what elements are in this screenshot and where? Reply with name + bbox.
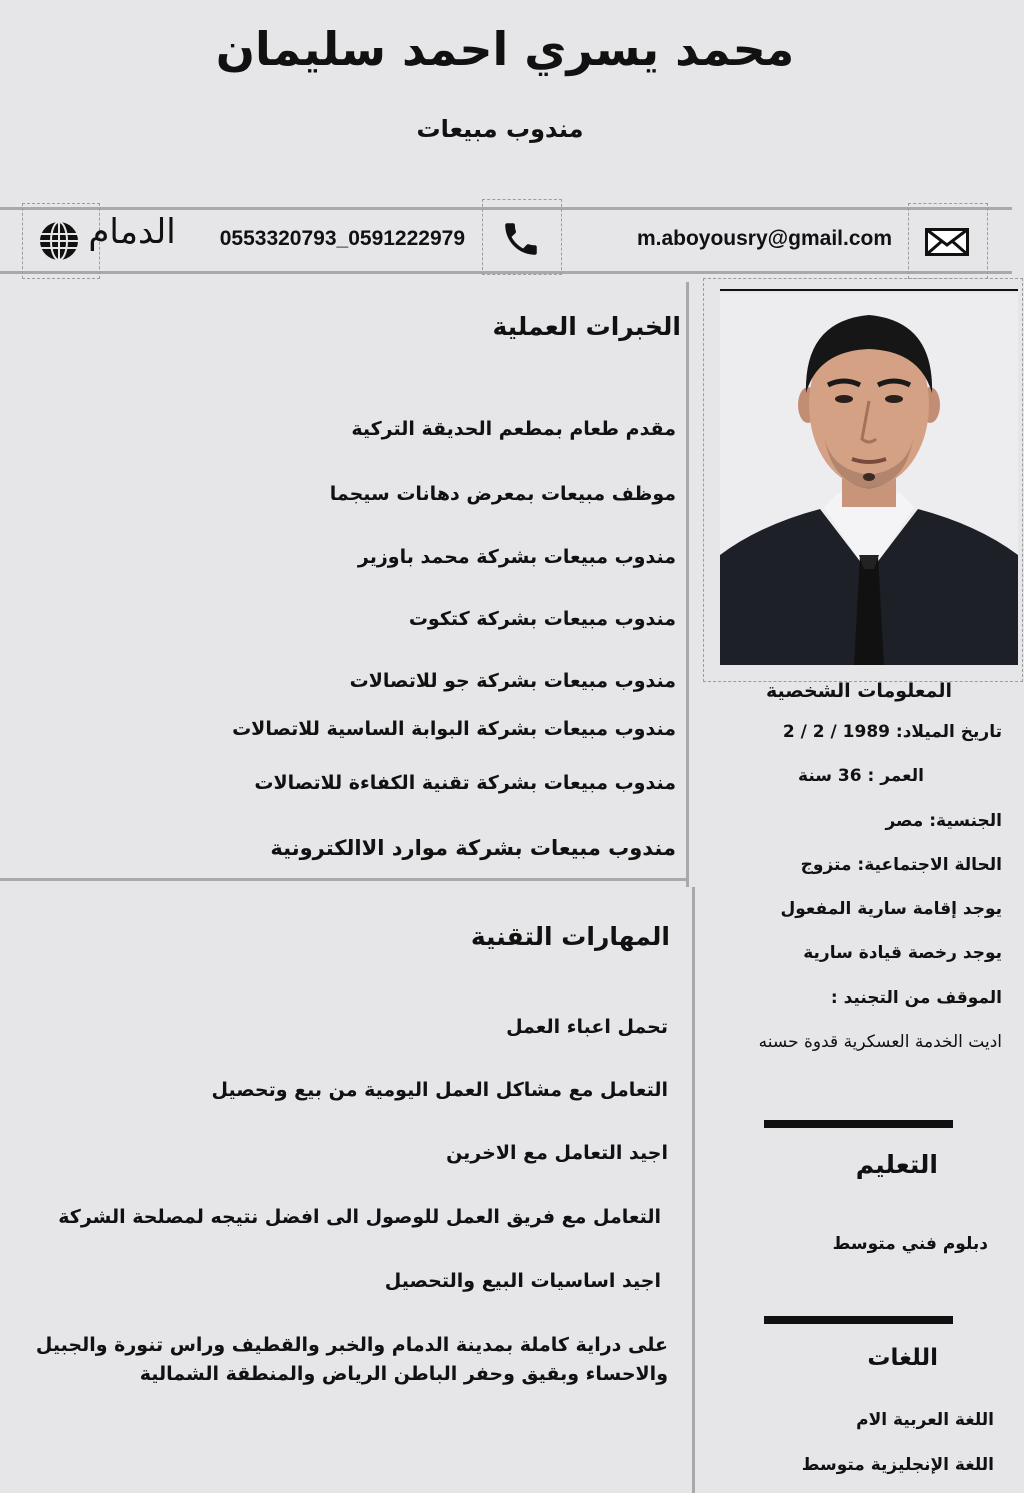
education-degree: دبلوم فني متوسط [832, 1234, 988, 1254]
experience-item: مقدم طعام بمطعم الحديقة التركية [351, 418, 676, 440]
experience-item: مندوب مبيعات بشركة موارد الاالكترونية [270, 836, 676, 860]
personal-info-item: الحالة الاجتماعية: متزوج [800, 855, 1002, 875]
candidate-name: محمد يسري احمد سليمان [215, 22, 795, 76]
experience-item: مندوب مبيعات بشركة كتكوت [408, 608, 676, 630]
phone-icon [500, 218, 542, 260]
personal-info-title: المعلومات الشخصية [765, 680, 952, 702]
personal-info-item: الجنسية: مصر [885, 811, 1002, 831]
language-item: اللغة الإنجليزية متوسط [801, 1455, 994, 1475]
envelope-icon [925, 228, 969, 256]
language-item: اللغة العربية الام [856, 1410, 994, 1430]
skill-item: اجيد اساسيات البيع والتحصيل [384, 1270, 661, 1292]
education-rule [764, 1120, 953, 1128]
experience-item: مندوب مبيعات بشركة تقنية الكفاءة للاتصالات [254, 772, 676, 794]
skill-item: تحمل اعباء العمل [506, 1016, 668, 1038]
languages-title: اللغات [867, 1345, 938, 1371]
skill-item: التعامل مع مشاكل العمل اليومية من بيع وتحصيل [211, 1079, 668, 1101]
skill-item: اجيد التعامل مع الاخرين [446, 1142, 668, 1164]
personal-info-item: العمر : 36 سنة [798, 766, 924, 786]
photo-top-rule [720, 289, 1018, 291]
experience-item: مندوب مبيعات بشركة جو للاتصالات [349, 670, 676, 692]
personal-info-item: تاريخ الميلاد: 1989 / 2 / 2 [782, 722, 1002, 742]
globe-icon [38, 220, 80, 262]
experience-title: الخبرات العملية [492, 312, 681, 341]
skill-region-line: على دراية كاملة بمدينة الدمام والخبر والقطيف وراس تنورة والجبيل [35, 1334, 668, 1356]
column-divider-lower [692, 887, 695, 1493]
phone-numbers[interactable]: 0553320793_0591222979 [219, 227, 465, 250]
languages-rule [764, 1316, 953, 1324]
email-address[interactable]: m.aboyousry@gmail.com [636, 227, 892, 250]
experience-item: مندوب مبيعات بشركة محمد باوزير [357, 546, 676, 568]
personal-info-item: الموقف من التجنيد : [830, 988, 1002, 1008]
experience-item: موظف مبيعات بمعرض دهانات سيجما [329, 483, 676, 505]
job-title: مندوب مبيعات [416, 115, 584, 143]
skill-region-line: والاحساء وبقيق وحفر الباطن الرياض والمنطقة الشمالية [139, 1363, 668, 1385]
personal-info-item: يوجد رخصة قيادة سارية [803, 943, 1002, 963]
profile-photo [720, 293, 1018, 665]
personal-info-item: اديت الخدمة العسكرية قدوة حسنه [758, 1032, 1002, 1052]
column-divider-upper [686, 282, 689, 887]
skill-item: التعامل مع فريق العمل للوصول الى افضل نتيجه لمصلحة الشركة [58, 1206, 661, 1228]
personal-info-item: يوجد إقامة سارية المفعول [780, 899, 1002, 919]
skills-title: المهارات التقنية [470, 922, 670, 951]
experience-item: مندوب مبيعات بشركة البوابة الساسية للاتصالات [232, 718, 676, 740]
city-label: الدمام [88, 212, 176, 252]
education-title: التعليم [855, 1150, 938, 1179]
section-divider [0, 878, 688, 881]
